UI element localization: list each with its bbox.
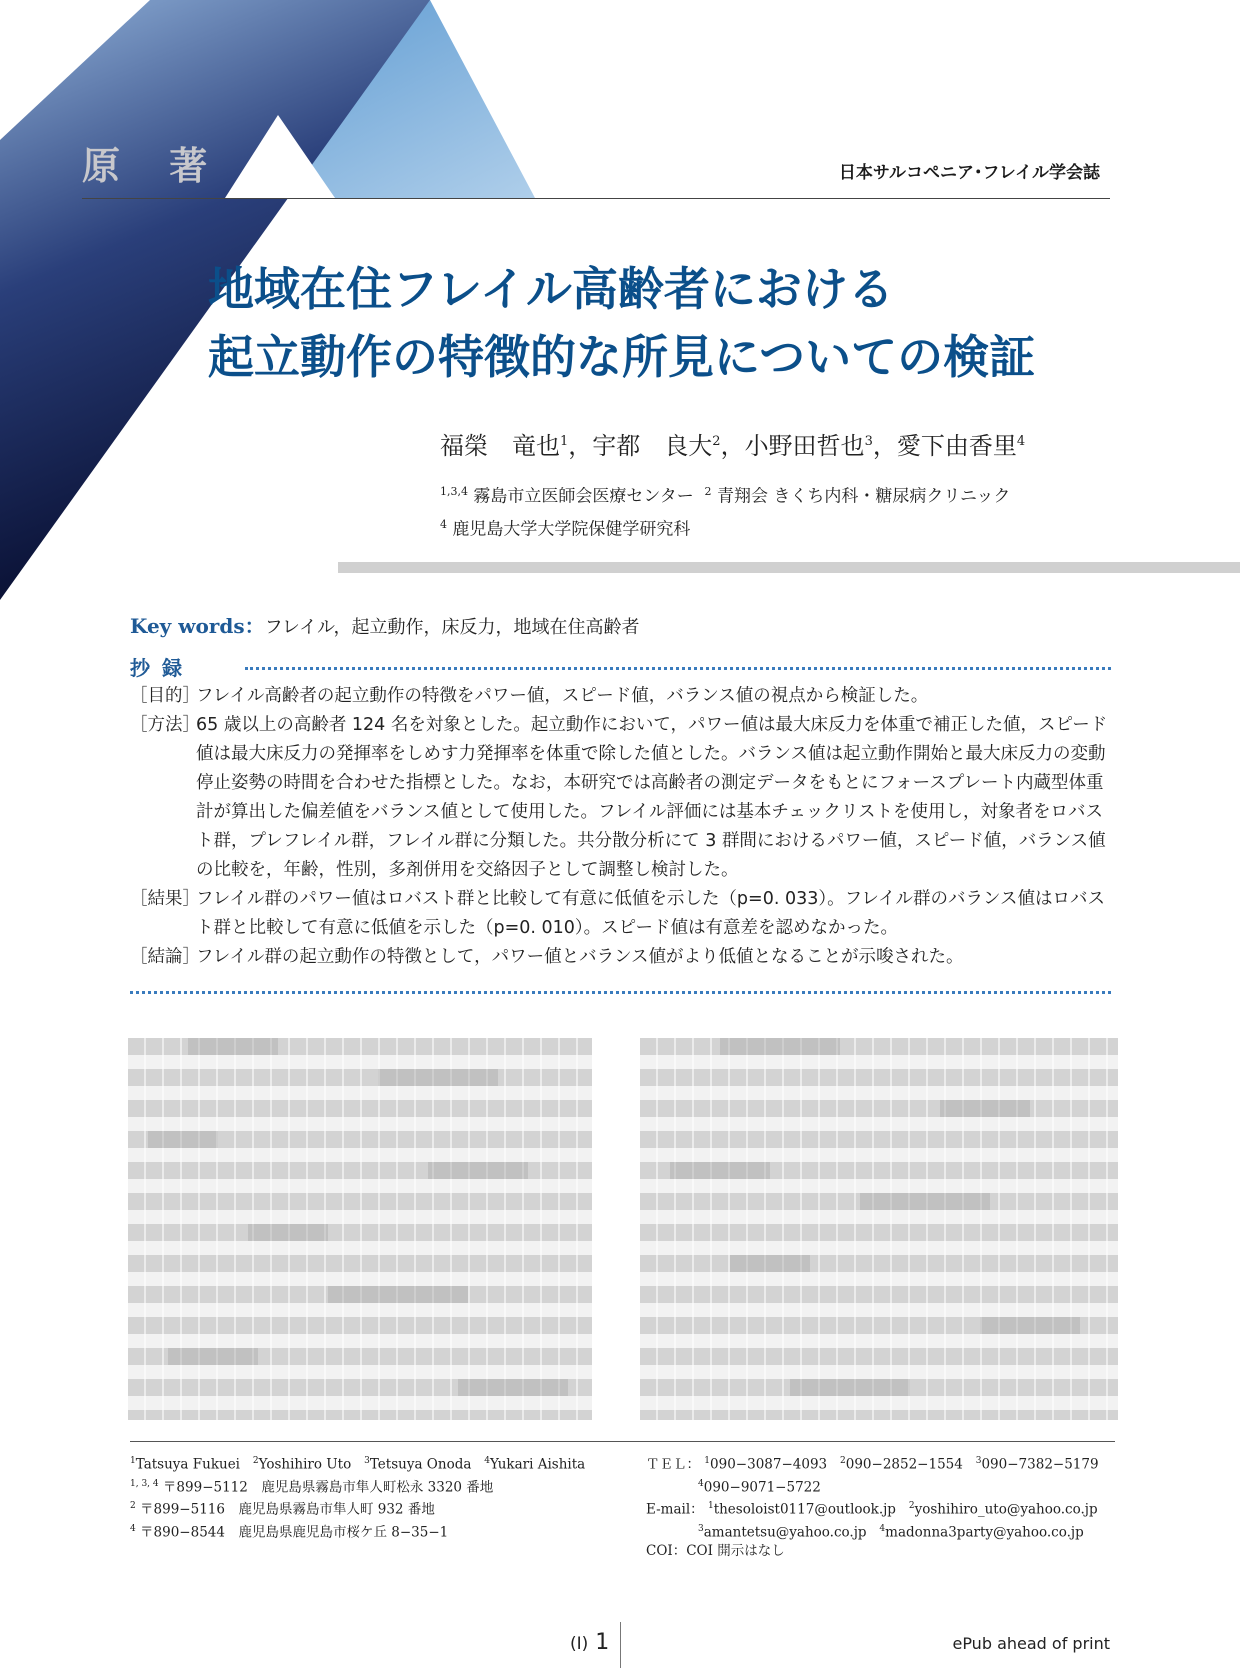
author-name: 小野田哲也 <box>744 432 865 460</box>
abstract-heading: 抄録 <box>130 656 194 680</box>
footer-sup: 4 <box>879 1523 886 1534</box>
author-separator: ， <box>872 432 897 460</box>
footer-sup: 4 <box>698 1478 704 1489</box>
abstract-top-dotted-rule <box>245 667 1111 670</box>
footer-sup: 3 <box>698 1523 704 1534</box>
footer-sup: 4 <box>484 1456 490 1466</box>
author-sup: 3 <box>864 434 873 449</box>
keywords-label: Key words： <box>130 614 265 638</box>
footer-rule <box>130 1441 1115 1442</box>
abstract-section-text: 65 歳以上の高齢者 124 名を対象とした。起立動作において，パワー値は最大床反力を体重で補正した値，スピード値は最大床反力の発揮率をしめす力発揮率を体重で除した値とした。バランス値は起立動作開始と最大床反力の変動停止姿勢の時間を合わせた指標とした。なお，本研究では高齢者の測定データをもとにフォースプレート内蔵型体重計が算出した偏差値をバランス値として使用した。フレイル評価には基本チェックリストを使用し，対象者をロバスト群，プレフレイル群，フレイル群に分類した。共分散分析にて 3 群間におけるパワー値，スピード値，バランス値の比較を，年齢，性別，多剤併用を交絡因子として調整し検討した。 <box>196 715 1108 880</box>
abstract-section-methods <box>130 711 1115 885</box>
affiliation-sup: 1,3,4 <box>440 485 468 498</box>
email-address[interactable]: madonna3party@yahoo.co.jp <box>885 1524 1084 1540</box>
tel-number: 090−3087−4093 <box>710 1456 828 1473</box>
footer-email-line <box>646 1497 1099 1520</box>
footer-author-romaji: Tatsuya Fukuei <box>135 1456 240 1473</box>
title-line-2: 起立動作の特徴的な所見についての検証 <box>208 330 1036 384</box>
footer-address-text: 〒890−8544 鹿児島県鹿児島市桜ケ丘 8−35−1 <box>140 1524 449 1540</box>
abstract-section-text: フレイル高齢者の起立動作の特徴をパワー値，スピード値，バランス値の視点から検証した。 <box>196 686 929 706</box>
footer-sup: 2 <box>252 1456 259 1466</box>
footer-sup: 3 <box>975 1456 982 1466</box>
footer-address <box>130 1475 585 1498</box>
affiliation-line-2 <box>440 511 1010 544</box>
article-category: 原 著 <box>82 144 226 188</box>
page-number <box>570 1630 609 1655</box>
abstract-section-label: ［結論］ <box>130 947 200 967</box>
footer-sup: 2 <box>130 1501 136 1511</box>
tel-label: ＴＥＬ： <box>646 1456 700 1473</box>
footer-address <box>130 1497 585 1520</box>
author-separator: ， <box>568 432 593 460</box>
tel-number: 090−9071−5722 <box>703 1479 821 1495</box>
footer-sup: 1 <box>704 1456 711 1466</box>
tel-number: 090−7382−5179 <box>981 1456 1099 1473</box>
footer-sup: 3 <box>364 1456 370 1466</box>
obscured-body-column-right <box>640 1038 1118 1420</box>
footer-sup: 4 <box>130 1523 136 1534</box>
author-name: 愛下由香里 <box>896 432 1017 460</box>
affiliation-text: 鹿児島大学大学院保健学研究科 <box>452 519 691 540</box>
affiliation-text: 霧島市立医師会医療センター <box>473 486 694 507</box>
abstract-body <box>130 682 1115 972</box>
footer-author-addresses <box>130 1452 585 1542</box>
footer-author-romaji: Tetsuya Onoda <box>369 1456 472 1473</box>
footer-sup: 2 <box>908 1501 915 1511</box>
footer-coi: COI：COI 開示はなし <box>646 1543 785 1559</box>
author-separator: ， <box>720 432 745 460</box>
footer-address-text: 〒899−5112 鹿児島県霧島市隼人町松永 3320 番地 <box>162 1479 494 1495</box>
keywords-text: フレイル，起立動作，床反力，地域在住高齢者 <box>264 617 640 638</box>
journal-name: 日本サルコペニア･フレイル学会誌 <box>838 163 1100 183</box>
page-label: (I) <box>570 1634 589 1654</box>
footer-contact <box>646 1452 1099 1561</box>
author-list <box>440 426 1025 461</box>
affiliation-line-1 <box>440 478 1010 511</box>
author-sup: 4 <box>1016 434 1026 449</box>
footer-names-line <box>130 1452 585 1475</box>
epub-note: ePub ahead of print <box>952 1634 1110 1653</box>
footer-address <box>130 1520 585 1543</box>
email-address[interactable]: yoshihiro_uto@yahoo.co.jp <box>914 1501 1098 1518</box>
tel-number: 090−2852−1554 <box>845 1456 963 1473</box>
article-title <box>208 255 1035 391</box>
abstract-section-text: フレイル群のパワー値はロバスト群と比較して有意に低値を示した（p=0. 033）。フレイル群のバランス値はロバスト群と比較して有意に低値を示した（p=0. 010）。スピード値は有意差を認めなかった。 <box>196 889 1106 938</box>
author-sup: 1 <box>560 434 569 449</box>
footer-address-text: 〒899−5116 鹿児島県霧島市隼人町 932 番地 <box>140 1501 435 1518</box>
affiliations <box>440 478 1010 543</box>
footer-author-romaji: Yukari Aishita <box>490 1456 586 1473</box>
section-divider-bar <box>338 562 1240 573</box>
abstract-section-label: ［方法］ <box>130 715 200 735</box>
footer-tel-line-2 <box>646 1475 1099 1498</box>
footer-sup: 1 <box>130 1456 136 1466</box>
header-rule <box>82 198 1110 199</box>
footer-email-line-2 <box>646 1520 1099 1543</box>
email-label: E-mail： <box>646 1501 704 1518</box>
abstract-section-purpose <box>130 682 1115 711</box>
abstract-section-results <box>130 885 1115 943</box>
affiliation-text: 青翔会 きくち内科・糖尿病クリニック <box>716 486 1011 507</box>
footer-tel-line <box>646 1452 1099 1475</box>
email-address[interactable]: amantetsu@yahoo.co.jp <box>703 1524 867 1540</box>
affiliation-sup: 4 <box>440 517 447 531</box>
keywords <box>130 610 640 639</box>
title-line-1: 地域在住フレイル高齢者における <box>208 262 894 316</box>
page-number-value: 1 <box>595 1630 610 1655</box>
author-sup: 2 <box>712 434 721 449</box>
footer-sup: 2 <box>840 1456 846 1466</box>
abstract-section-label: ［目的］ <box>130 686 200 706</box>
obscured-body-column-left <box>128 1038 592 1420</box>
abstract-section-conclusion <box>130 943 1115 972</box>
affiliation-sup: 2 <box>704 485 712 498</box>
footer-sup: 1, 3, 4 <box>130 1478 159 1489</box>
author-name: 福榮 竜也 <box>440 432 560 460</box>
author-name: 宇都 良大 <box>592 432 713 460</box>
footer-sup: 1 <box>707 1501 714 1511</box>
email-address[interactable]: thesoloist0117@outlook.jp <box>713 1501 896 1518</box>
page-number-rule <box>620 1622 621 1668</box>
footer-author-romaji: Yoshihiro Uto <box>258 1456 352 1473</box>
abstract-bottom-dotted-rule <box>130 991 1111 994</box>
abstract-section-label: ［結果］ <box>130 889 200 909</box>
abstract-section-text: フレイル群の起立動作の特徴として，パワー値とバランス値がより低値となることが示唆された。 <box>196 947 964 967</box>
